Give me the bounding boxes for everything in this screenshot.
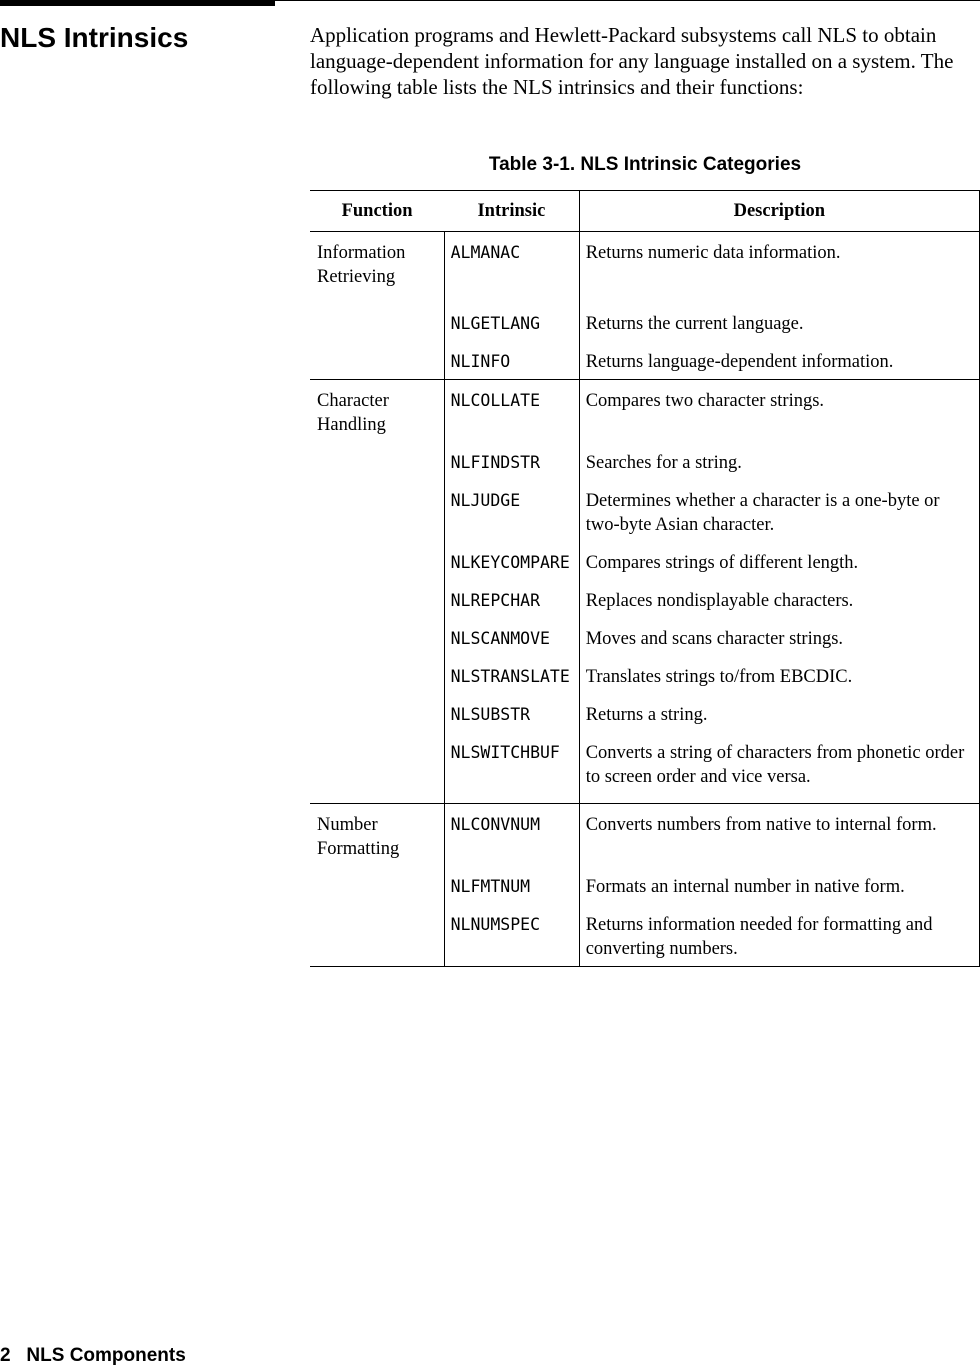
description-cell: Determines whether a character is a one-byte or two-byte Asian character. (579, 480, 979, 542)
footer-section-title: NLS Components (26, 1345, 186, 1366)
intrinsics-table (310, 190, 980, 967)
header-rule-thin (275, 0, 980, 1)
header-description: Description (579, 191, 979, 232)
intrinsic-cell: NLGETLANG (444, 303, 579, 341)
description-cell: Searches for a string. (579, 442, 979, 480)
table-caption: Table 3-1. NLS Intrinsic Categories (488, 154, 802, 175)
page-footer (0, 1344, 186, 1368)
description-cell: Returns the current language. (579, 303, 979, 341)
description-cell: Compares two character strings. (579, 380, 979, 443)
description-cell: Converts a string of characters from phonetic order to screen order and vice versa. (579, 732, 979, 804)
function-cell: Character Handling (310, 380, 444, 804)
intrinsic-cell: NLNUMSPEC (444, 904, 579, 967)
intrinsic-cell: NLCONVNUM (444, 804, 579, 867)
section-title: NLS Intrinsics (0, 22, 189, 53)
header-function: Function (310, 191, 444, 232)
intrinsic-cell: NLJUDGE (444, 480, 579, 542)
intro-paragraph: Application programs and Hewlett-Packard subsystems call NLS to obtain language-dependent information for any language installed on a system. The following table lists the NLS intrinsics and their functions: (310, 23, 954, 99)
description-cell: Compares strings of different length. (579, 542, 979, 580)
intrinsic-cell: NLCOLLATE (444, 380, 579, 443)
intrinsic-cell: NLSWITCHBUF (444, 732, 579, 804)
description-cell: Returns language-dependent information. (579, 341, 979, 380)
description-cell: Returns numeric data information. (579, 232, 979, 304)
table-header-row (310, 191, 980, 232)
description-cell: Translates strings to/from EBCDIC. (579, 656, 979, 694)
intrinsic-cell: NLINFO (444, 341, 579, 380)
description-cell: Converts numbers from native to internal form. (579, 804, 979, 867)
header-intrinsic: Intrinsic (444, 191, 579, 232)
table-row (310, 380, 980, 443)
function-cell: Number Formatting (310, 804, 444, 967)
intrinsic-cell: NLSCANMOVE (444, 618, 579, 656)
intrinsic-cell: NLFMTNUM (444, 866, 579, 904)
table-row (310, 232, 980, 304)
intrinsic-cell: NLSUBSTR (444, 694, 579, 732)
description-cell: Moves and scans character strings. (579, 618, 979, 656)
description-cell: Returns information needed for formatting and converting numbers. (579, 904, 979, 967)
page-number: 2 (0, 1345, 11, 1366)
description-cell: Replaces nondisplayable characters. (579, 580, 979, 618)
table-row (310, 804, 980, 867)
intrinsic-cell: NLFINDSTR (444, 442, 579, 480)
intrinsic-cell: NLREPCHAR (444, 580, 579, 618)
header-rule-thick (0, 0, 275, 6)
intrinsic-cell: ALMANAC (444, 232, 579, 304)
description-cell: Formats an internal number in native form. (579, 866, 979, 904)
description-cell: Returns a string. (579, 694, 979, 732)
intrinsic-cell: NLSTRANSLATE (444, 656, 579, 694)
intrinsic-cell: NLKEYCOMPARE (444, 542, 579, 580)
function-cell: Information Retrieving (310, 232, 444, 380)
